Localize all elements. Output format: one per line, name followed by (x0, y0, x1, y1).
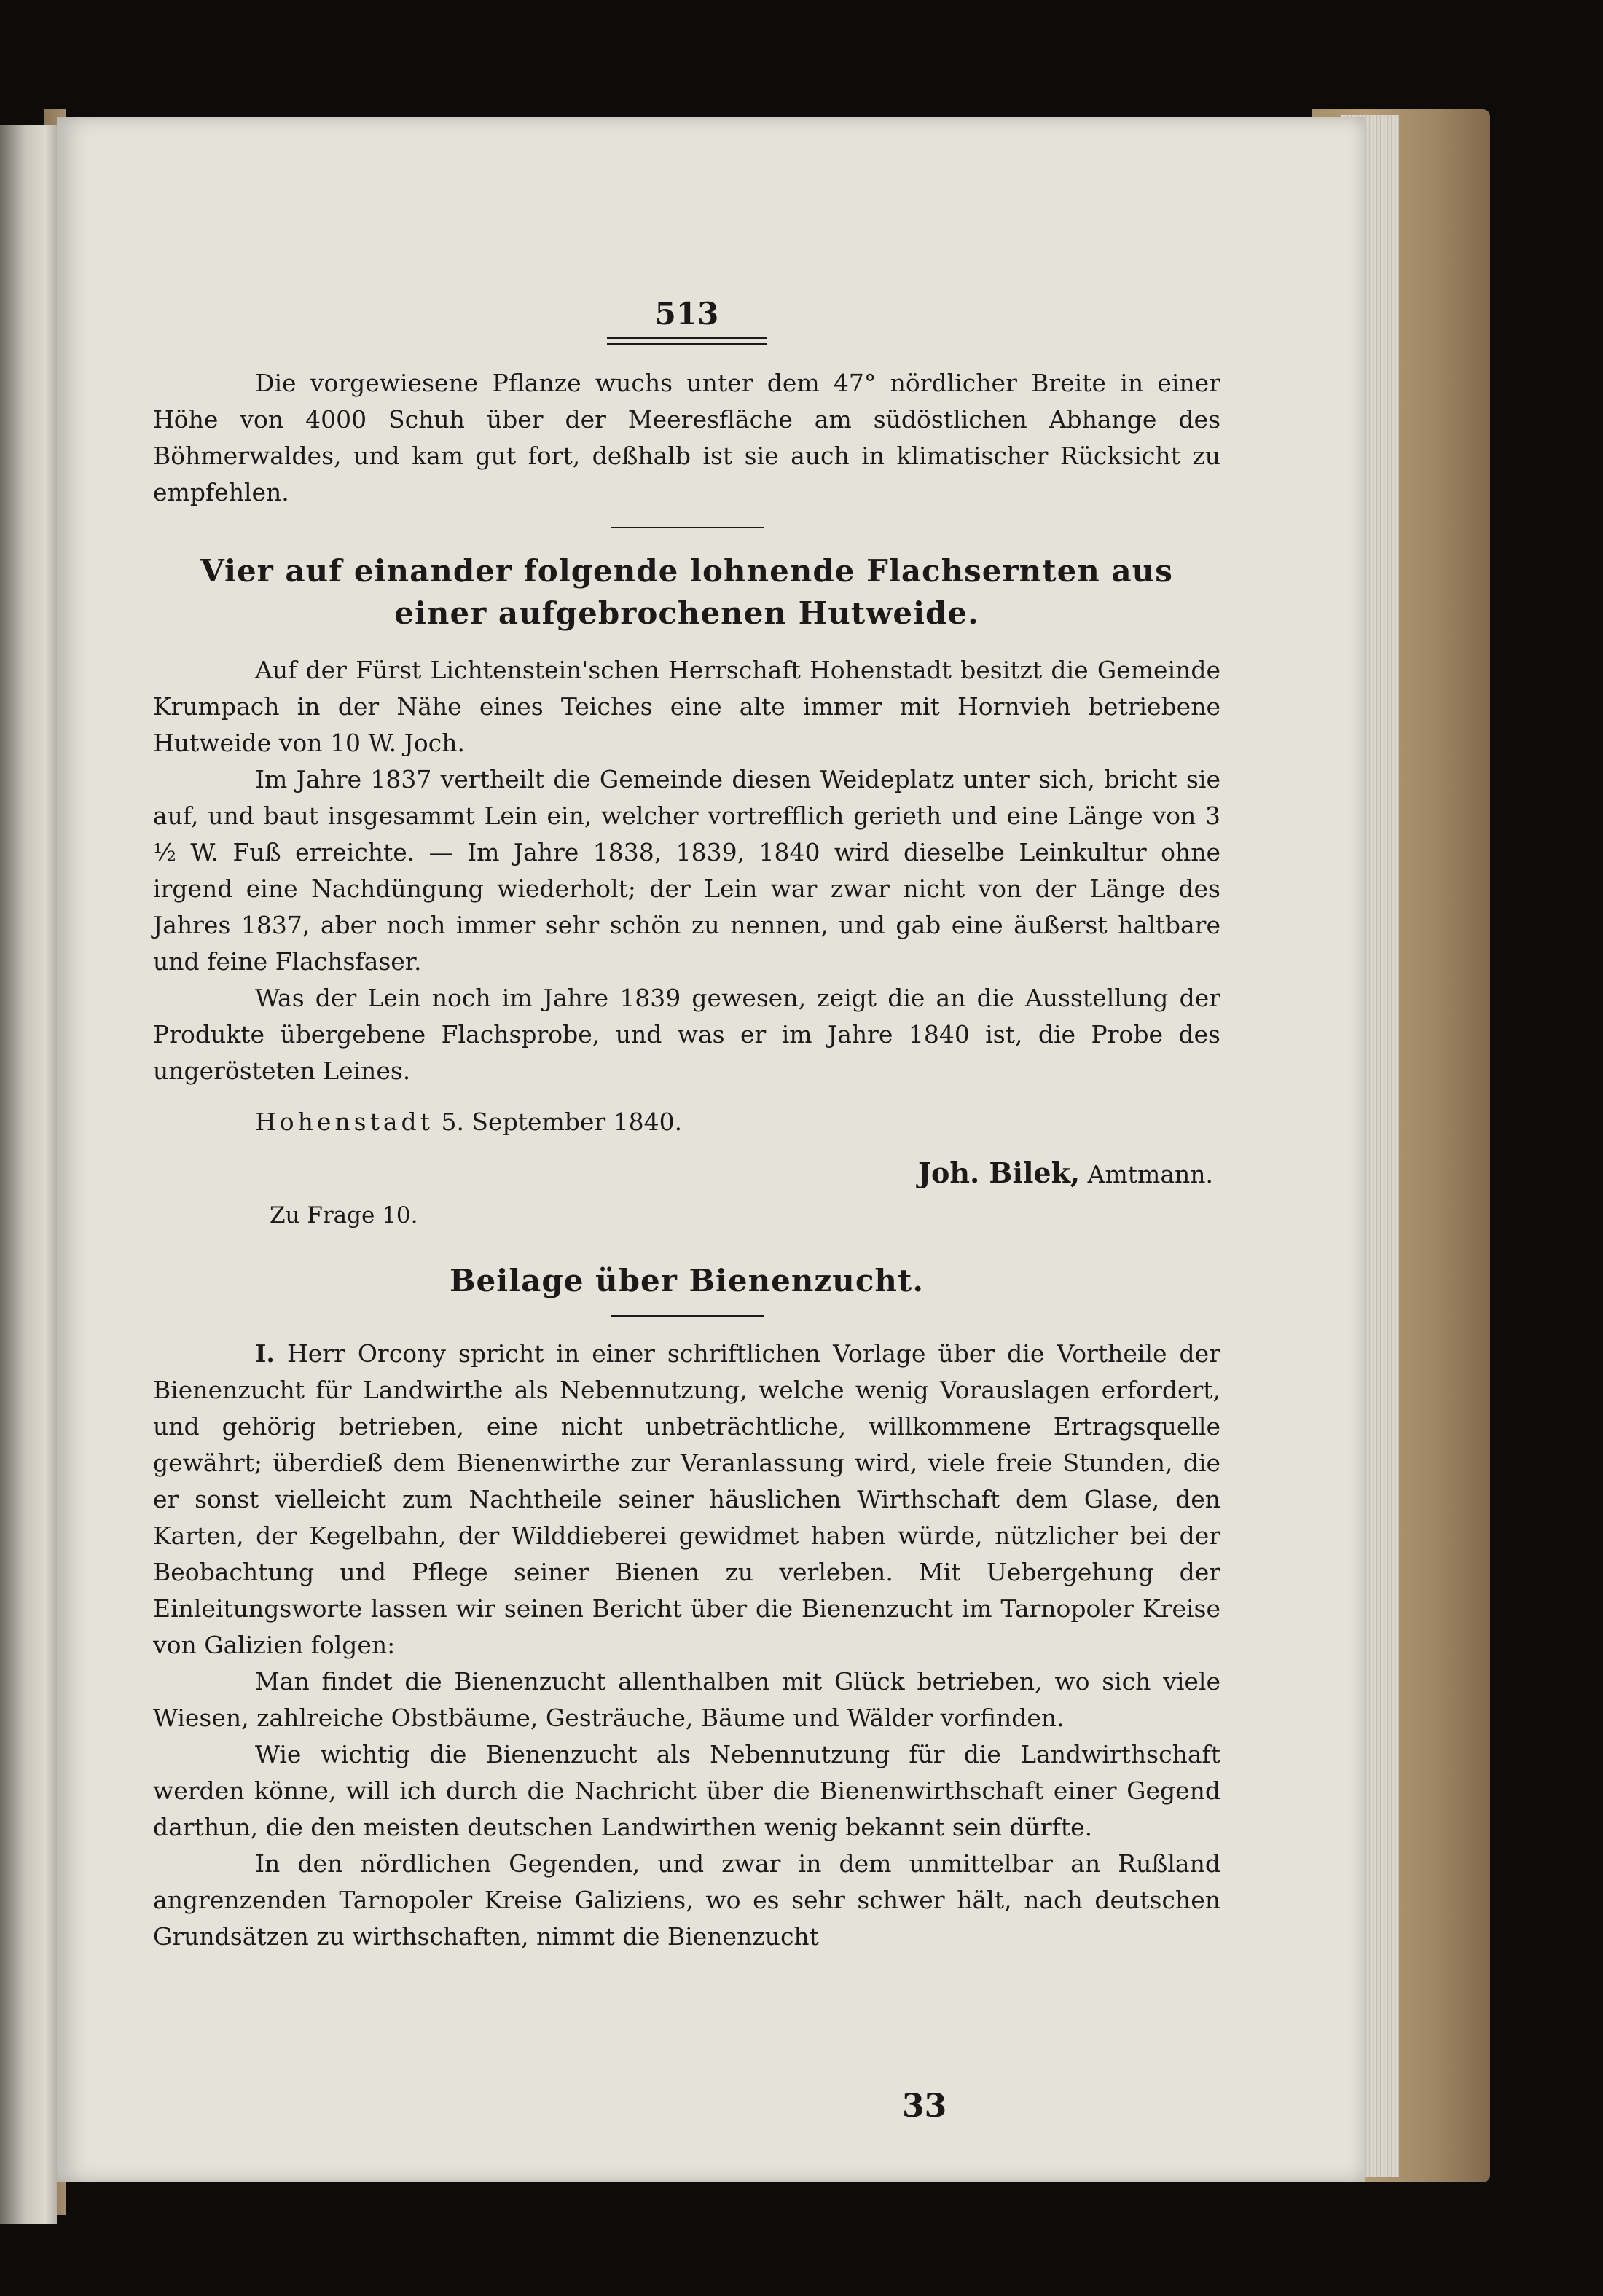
paragraph: In den nördlichen Gegenden, und zwar in dem unmittelbar an Rußland angrenzenden Tarnopoler Kreise Galiziens, wo es sehr schwer hält, nach deutschen Grundsätzen zu wirthschaften, nimmt die Bienenzucht (153, 1849, 1220, 1951)
signature-mark: 33 (902, 2088, 947, 2125)
signature (153, 1155, 1213, 1193)
paragraph: Was der Lein noch im Jahre 1839 gewesen, zeigt die an die Ausstellung der Produkte übergebene Flachsprobe, und was er im Jahre 1840 ist, die Probe des ungerösteten Leines. (153, 984, 1220, 1085)
section-number: I. (255, 1339, 275, 1368)
article-heading-line-1: Vier auf einander folgende lohnende Flachsernten aus (200, 553, 1173, 589)
supplement-heading: Beilage über Bienenzucht. (450, 1263, 924, 1298)
paragraph: Im Jahre 1837 vertheilt die Gemeinde diesen Weideplatz unter sich, bricht sie auf, und baut insgesammt Lein ein, welcher vortrefflich gerieth und eine Länge von 3 ½ W. Fuß erreichte. — Im Jahre 1838, 1839, 1840 wird dieselbe Leinkultur ohne irgend eine Nachdüngung wiederholt; der Lein war zwar nicht von der Länge des Jahres 1837, aber noch immer sehr schön zu nennen, und gab eine äußerst haltbare und feine Flachsfaser. (153, 765, 1220, 976)
date: 5. September 1840. (441, 1108, 683, 1136)
intro-paragraph: Die vorgewiesene Pflanze wuchs unter dem 47° nördlicher Breite in einer Höhe von 4000 Schuh über der Meeresfläche am südöstlichen Abhange des Böhmerwaldes, und kam gut fort, deßhalb ist sie auch in klimatischer Rücksicht zu empfehlen. (153, 369, 1220, 506)
page-content (153, 295, 1220, 1955)
signature-title: Amtmann. (1087, 1160, 1213, 1188)
article-heading-line-2: einer aufgebrochenen Hutweide. (394, 595, 979, 631)
paragraph: Wie wichtig die Bienenzucht als Nebennutzung für die Landwirthschaft werden könne, will ich durch die Nachricht über die Bienenwirthschaft einer Gegend darthun, die den meisten deutschen Landwirthen wenig bekannt sein dürfte. (153, 1740, 1220, 1841)
paragraph (153, 1336, 1220, 1664)
page-number-rule (607, 337, 767, 345)
paragraph-text: Herr Orcony spricht in einer schriftlichen Vorlage über die Vortheile der Bienenzucht für Landwirthe als Nebennutzung, welche wenig Vorauslagen erfordert, und gehörig betrieben, eine nicht unbeträchtliche, willkommene Ertragsquelle gewährt; überdieß dem Bienenwirthe zur Veranlassung wird, viele freie Stunden, die er sonst vielleicht zum Nachtheile seiner häuslichen Wirthschaft dem Glase, den Karten, der Kegelbahn, der Wilddieberei gewidmet haben würde, nützlicher bei der Beobachtung und Pflege seiner Bienen zu verleben. Mit Uebergehung der Einleitungsworte lassen wir seinen Bericht über die Bienenzucht im Tarnopoler Kreise von Galizien folgen: (153, 1339, 1220, 1659)
paragraph: Auf der Fürst Lichtenstein'schen Herrschaft Hohenstadt besitzt die Gemeinde Krumpach in der Nähe eines Teiches eine alte immer mit Hornvieh betriebene Hutweide von 10 W. Joch. (153, 656, 1220, 757)
question-reference: Zu Frage 10. (270, 1202, 418, 1229)
article-heading (153, 550, 1220, 635)
facing-page-edge (0, 125, 57, 2224)
paragraph: Man findet die Bienenzucht allenthalben mit Glück betrieben, wo sich viele Wiesen, zahlreiche Obstbäume, Gesträuche, Bäume und Wälder vorfinden. (153, 1667, 1220, 1732)
section-divider (611, 1315, 764, 1317)
signature-name: Joh. Bilek, (918, 1156, 1081, 1189)
place: Hohenstadt (255, 1108, 434, 1136)
place-date (255, 1104, 1220, 1140)
page-number: 513 (654, 296, 719, 332)
section-divider (611, 527, 764, 528)
book-page (57, 117, 1365, 2182)
